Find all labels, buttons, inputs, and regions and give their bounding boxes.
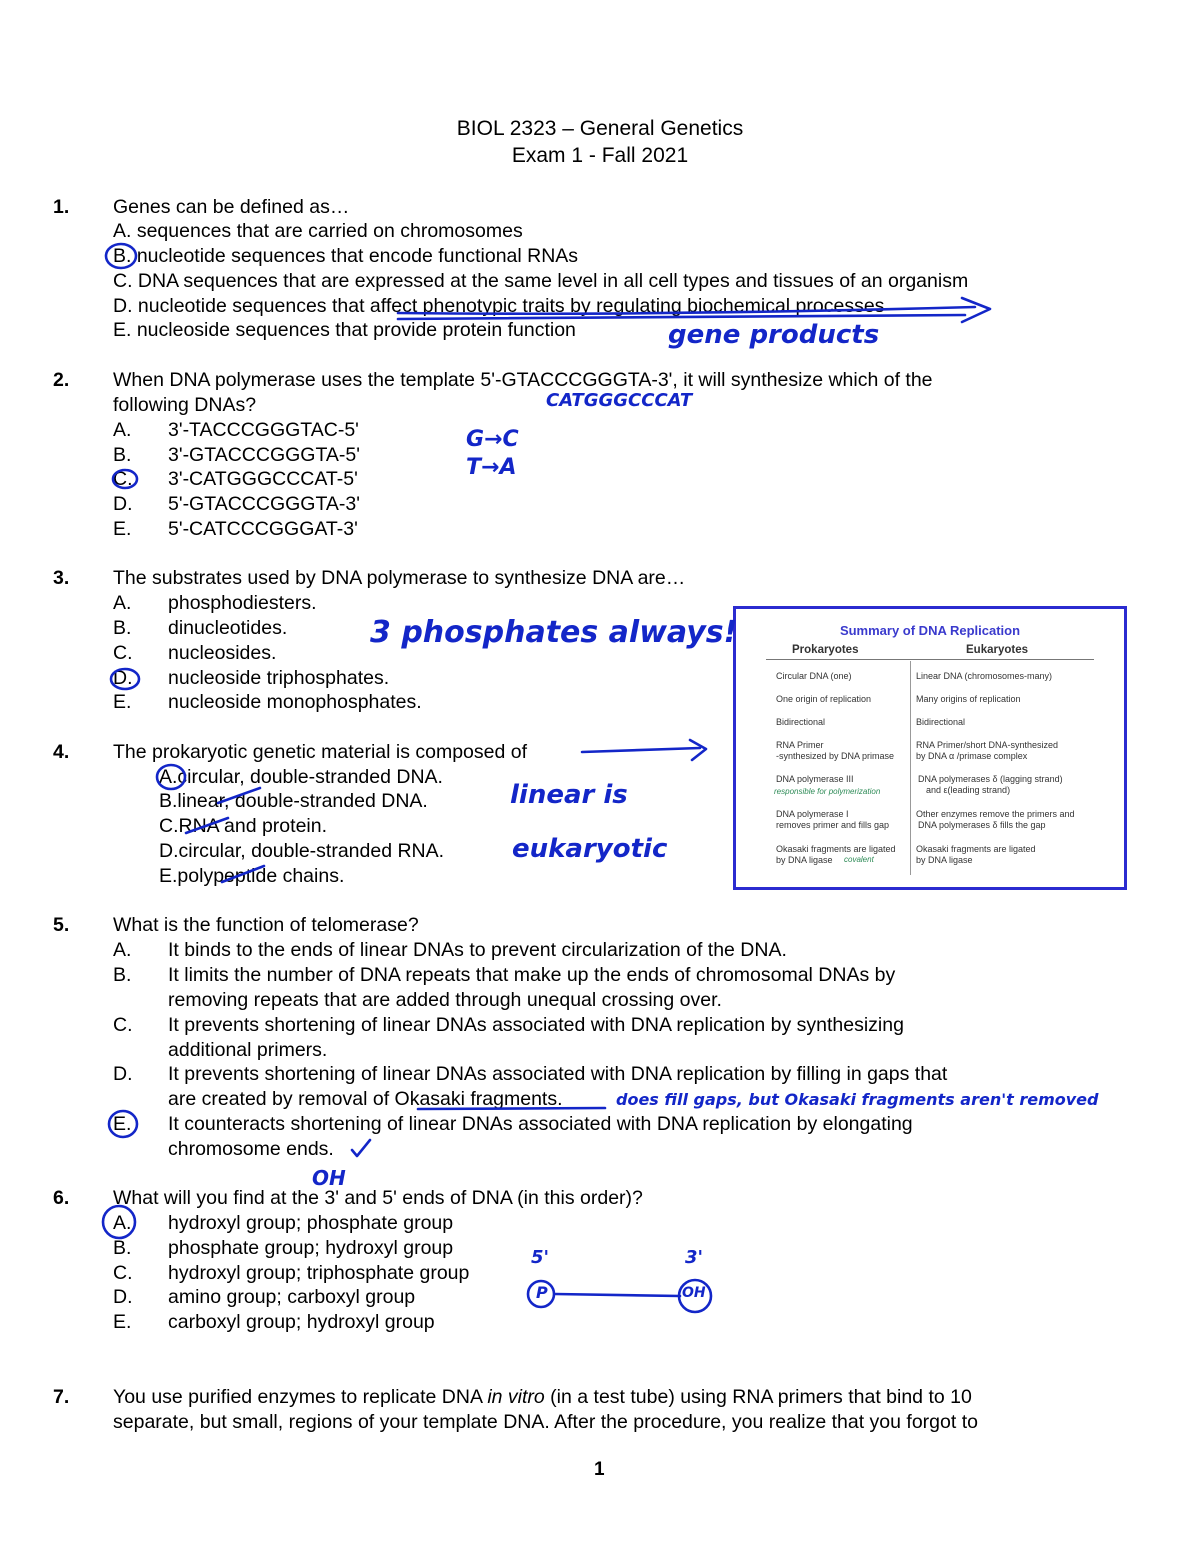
table-cell: RNA Primer (776, 740, 824, 750)
option-letter: B. (113, 1237, 132, 1259)
option-letter: C. (113, 642, 133, 664)
option-letter: E. (113, 1113, 132, 1135)
option-text: It limits the number of DNA repeats that make up the ends of chromosomal DNAs by (168, 964, 896, 986)
table-cell: RNA Primer/short DNA-synthesized (916, 740, 1059, 750)
option-text: hydroxyl group; phosphate group (168, 1212, 454, 1234)
question-stem: The substrates used by DNA polymerase to synthesize DNA are… (113, 567, 686, 589)
table-divider (766, 659, 1094, 660)
table-cell: DNA polymerases δ (lagging strand) (918, 774, 1063, 784)
handwritten-note: G→C (466, 427, 519, 452)
question-stem: What is the function of telomerase? (113, 914, 419, 936)
handwritten-note: OH (312, 1166, 346, 1190)
option-text: It prevents shortening of linear DNAs associated with DNA replication by synthesizing (168, 1014, 904, 1036)
question-stem: What will you find at the 3' and 5' ends of DNA (in this order)? (113, 1187, 643, 1209)
table-cell: Bidirectional (776, 717, 826, 727)
option-letter: E. (113, 691, 132, 713)
handwritten-note: OH (682, 1285, 706, 1301)
question-number: 4. (53, 741, 70, 763)
question-stem (113, 1385, 972, 1410)
option-letter: B. (113, 444, 132, 466)
question-number: 6. (53, 1187, 70, 1209)
question-number: 1. (53, 196, 70, 218)
stem-emphasis: in vitro (487, 1386, 545, 1408)
option-text: 3'-TACCCGGGTAC-5' (168, 419, 359, 441)
table-cell: Okasaki fragments are ligated (916, 844, 1036, 854)
option-letter: C. (113, 1014, 133, 1036)
option-letter: C. (113, 1262, 133, 1284)
table-cell: Linear DNA (chromosomes-many) (916, 671, 1053, 681)
answer-option: D. nucleotide sequences that affect phenotypic traits by regulating biochemical processes (113, 295, 885, 317)
option-text: carboxyl group; hydroxyl group (168, 1311, 435, 1333)
answer-option: B.linear, double-stranded DNA. (159, 790, 428, 812)
handwritten-note: gene products (668, 320, 880, 350)
handwritten-table-note: covalent (844, 855, 874, 864)
answer-option: B. nucleotide sequences that encode functional RNAs (113, 245, 579, 267)
answer-option: C.RNA and protein. (159, 815, 328, 837)
table-cell: by DNA α /primase complex (916, 751, 1028, 761)
option-text: are created by removal of Okasaki fragments. (168, 1088, 563, 1110)
option-text: nucleoside monophosphates. (168, 691, 422, 713)
question-stem: When DNA polymerase uses the template 5'-GTACCCGGGTA-3', it will synthesize which of the (113, 369, 933, 391)
question-stem: Genes can be defined as… (113, 196, 350, 218)
answer-option: C. DNA sequences that are expressed at the same level in all cell types and tissues of an organism (113, 270, 969, 292)
summary-col-prokaryotes: Prokaryotes (792, 644, 859, 656)
table-cell: Other enzymes remove the primers and (916, 809, 1075, 819)
option-text: dinucleotides. (168, 617, 288, 639)
table-cell: by DNA ligase (776, 855, 833, 865)
answer-option: E. nucleoside sequences that provide protein function (113, 319, 576, 341)
option-text: It prevents shortening of linear DNAs associated with DNA replication by filling in gaps that (168, 1063, 948, 1085)
handwritten-note: P (536, 1283, 548, 1302)
option-letter: D. (113, 493, 133, 515)
handwritten-note: T→A (466, 455, 517, 480)
option-text: phosphate group; hydroxyl group (168, 1237, 454, 1259)
option-letter: A. (113, 592, 132, 614)
option-text: nucleoside triphosphates. (168, 667, 390, 689)
option-letter: A. (113, 419, 132, 441)
option-text: phosphodiesters. (168, 592, 317, 614)
question-stem: following DNAs? (113, 394, 257, 416)
handwritten-note: does fill gaps, but Okasaki fragments aren't removed (616, 1090, 1099, 1109)
table-cell: Many origins of replication (916, 694, 1021, 704)
option-letter: D. (113, 1063, 133, 1085)
handwritten-table-note: responsible for polymerization (774, 787, 881, 796)
option-letter: E. (113, 518, 132, 540)
arrow-icon (690, 740, 706, 760)
table-cell: and ε(leading strand) (926, 785, 1011, 795)
summary-col-eukaryotes: Eukaryotes (966, 644, 1029, 656)
option-letter: B. (113, 617, 132, 639)
table-cell: Bidirectional (916, 717, 966, 727)
option-text: 5'-CATCCCGGGAT-3' (168, 518, 358, 540)
question-number: 7. (53, 1386, 70, 1408)
option-letter: A. (113, 1212, 132, 1234)
option-text: 3'-CATGGGCCCAT-5' (168, 468, 358, 490)
strand-line (555, 1294, 680, 1296)
page-number: 1 (594, 1459, 605, 1480)
option-letter: A. (113, 939, 132, 961)
option-letter: D. (113, 667, 133, 689)
answer-option: A.circular, double-stranded DNA. (159, 766, 443, 788)
table-cell: Okasaki fragments are ligated (776, 844, 896, 854)
option-text: It counteracts shortening of linear DNAs associated with DNA replication by elongating (168, 1113, 913, 1135)
answer-option: E.polypeptide chains. (159, 865, 345, 887)
option-text: amino group; carboxyl group (168, 1286, 416, 1308)
option-text: nucleosides. (168, 642, 277, 664)
question-number: 3. (53, 567, 70, 589)
table-cell: DNA polymerase I (776, 809, 849, 819)
question-number: 2. (53, 369, 70, 391)
arrow-stroke (582, 748, 700, 752)
dna-replication-summary-table (733, 606, 1127, 890)
option-text: removing repeats that are added through unequal crossing over. (168, 989, 722, 1011)
option-letter: D. (113, 1286, 133, 1308)
option-letter: E. (113, 1311, 132, 1333)
question-stem: separate, but small, regions of your template DNA. After the procedure, you realize that you forgot to (113, 1411, 978, 1433)
option-letter: C. (113, 468, 133, 490)
table-cell: -synthesized by DNA primase (776, 751, 895, 761)
arrow-icon (962, 298, 990, 322)
stem-text: (in a test tube) using RNA primers that bind to 10 (544, 1386, 972, 1408)
question-stem: The prokaryotic genetic material is composed of (113, 741, 528, 763)
handwritten-note: 3' (685, 1247, 704, 1268)
table-cell: removes primer and fills gap (776, 820, 890, 830)
table-divider (910, 661, 911, 875)
option-letter: B. (113, 964, 132, 986)
answer-option: D.circular, double-stranded RNA. (159, 840, 445, 862)
option-text: chromosome ends. (168, 1138, 334, 1160)
handwritten-note: CATGGGCCCAT (546, 390, 693, 411)
exam-course-title: BIOL 2323 – General Genetics (456, 117, 744, 140)
table-cell: One origin of replication (776, 694, 872, 704)
option-text: It binds to the ends of linear DNAs to prevent circularization of the DNA. (168, 939, 787, 961)
handwritten-note: 5' (531, 1247, 550, 1268)
check-icon (352, 1140, 370, 1156)
exam-subtitle: Exam 1 - Fall 2021 (511, 144, 689, 167)
option-text: hydroxyl group; triphosphate group (168, 1262, 470, 1284)
table-cell: DNA polymerases δ fills the gap (918, 820, 1046, 830)
question-number: 5. (53, 914, 70, 936)
option-text: 3'-GTACCCGGGTA-5' (168, 444, 360, 466)
table-cell: by DNA ligase (916, 855, 973, 865)
answer-option: A. sequences that are carried on chromosomes (113, 220, 523, 242)
summary-table-title: Summary of DNA Replication (839, 623, 1021, 638)
handwritten-note: 3 phosphates always! (370, 615, 738, 650)
stem-text: You use purified enzymes to replicate DNA (113, 1386, 488, 1408)
table-cell: DNA polymerase III (776, 774, 854, 784)
option-text: 5'-GTACCCGGGTA-3' (168, 493, 360, 515)
handwritten-note: eukaryotic (512, 834, 668, 864)
option-text: additional primers. (168, 1039, 328, 1061)
handwritten-note: linear is (510, 780, 628, 810)
table-cell: Circular DNA (one) (776, 671, 852, 681)
